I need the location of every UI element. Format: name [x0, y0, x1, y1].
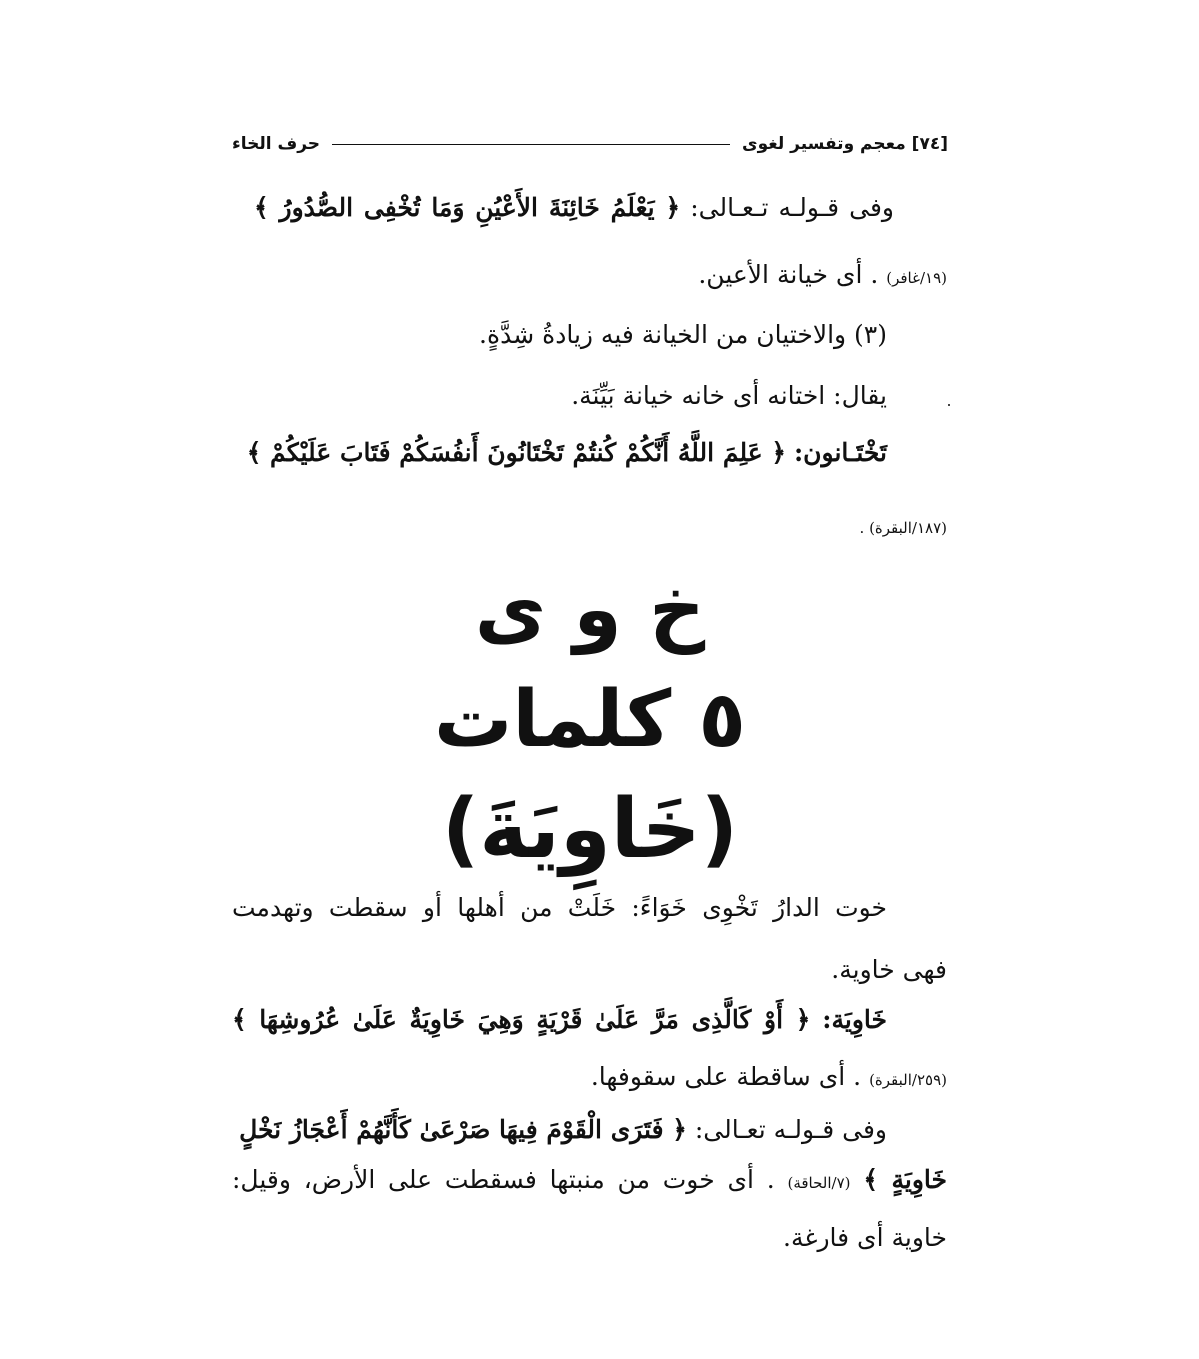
para-4-quran-quote: ﴿ عَلِمَ اللَّهُ أَنَّكُمْ كُنتُمْ تَخْتَانُونَ أَنفُسَكُمْ فَتَابَ عَلَيْكُمْ ﴾ — [246, 438, 786, 467]
bottom-para-3-line-2 — [232, 1160, 947, 1203]
para-2-text: (٣) والاختيان من الخيانة فيه زيادةُ شِدَّةٍ. — [479, 320, 887, 349]
running-header — [232, 128, 948, 160]
bottom-para-3-reference: (٧/الحاقة) — [787, 1174, 851, 1192]
para-3 — [571, 376, 887, 416]
para-1-quran-quote: ﴿ يَعْلَمُ خَائِنَةَ الأَعْيُنِ وَمَا تُخْفِى الصُّدُورُ ﴾ — [254, 193, 681, 222]
para-1-intro: وفى قـولـه تـعـالى: — [690, 193, 895, 222]
para-1-reference: (١٩/غافر) — [886, 269, 947, 287]
para-2 — [479, 315, 887, 355]
bottom-para-2-quran-quote: ﴿ أَوْ كَالَّذِى مَرَّ عَلَىٰ قَرْيَةٍ وَهِيَ خَاوِيَةٌ عَلَىٰ عُرُوشِهَا ﴾ — [232, 1005, 811, 1034]
header-rule — [332, 144, 730, 145]
para-3-text: يقال: اختانه أى خانه خيانة بَيِّنَة. — [571, 381, 887, 410]
bottom-para-2-continuation: . أى ساقطة على سقوفها. — [590, 1062, 862, 1091]
stray-mark — [948, 404, 950, 406]
bottom-para-3-continuation: . أى خوت من منبتها فسقطت على الأرض، وقيل: — [232, 1165, 775, 1194]
para-1-line-2 — [698, 255, 947, 298]
bottom-para-2-line-2 — [591, 1057, 947, 1100]
para-1-line-1 — [254, 188, 894, 228]
header-page-title: [٧٤] معجم وتفسير لغوى — [742, 134, 948, 154]
para-4-line-2 — [860, 505, 947, 548]
bottom-para-2-line-1 — [232, 1000, 887, 1040]
entry-headword: (خَاوِيَةَ) — [441, 782, 739, 877]
bottom-para-2-headword: خَاوِيَة: — [822, 1005, 887, 1034]
para-4-headword: تَخْتَـانون: — [793, 438, 887, 467]
bottom-para-3-quran-quote: ﴿ فَتَرَى الْقَوْمَ فِيهَا صَرْعَىٰ كَأَنَّهُمْ أَعْجَازُ نَخْلٍ — [239, 1115, 687, 1144]
bottom-para-3-line-1 — [239, 1110, 887, 1150]
header-section-name: حرف الخاء — [232, 134, 321, 154]
bottom-para-1-line-1 — [232, 888, 887, 928]
bottom-para-3-intro: وفى قـولـه تعـالى: — [694, 1115, 887, 1144]
para-4-reference: (١٨٧/البقرة) . — [859, 519, 947, 537]
bottom-para-3-quote-end: خَاوِيَةٍ ﴾ — [863, 1165, 948, 1194]
bottom-para-1-line-2 — [831, 950, 947, 990]
bottom-para-2-reference: (٢٥٩/البقرة) — [869, 1071, 947, 1089]
para-1-continuation: . أى خيانة الأعين. — [698, 260, 879, 289]
bottom-para-3-line-3 — [783, 1218, 947, 1258]
entry-root-letters: خ و ى — [474, 565, 706, 655]
bottom-para-3-end: خاوية أى فارغة. — [783, 1223, 947, 1252]
bottom-para-1-end: فهى خاوية. — [831, 955, 947, 984]
bottom-para-1-text: خوت الدارُ تَخْوِى خَوَاءً: خَلَتْ من أهلها أو سقطت وتهدمت — [232, 893, 887, 922]
para-4-line-1 — [247, 433, 887, 473]
entry-word-count: ٥ كلمات — [434, 675, 746, 765]
